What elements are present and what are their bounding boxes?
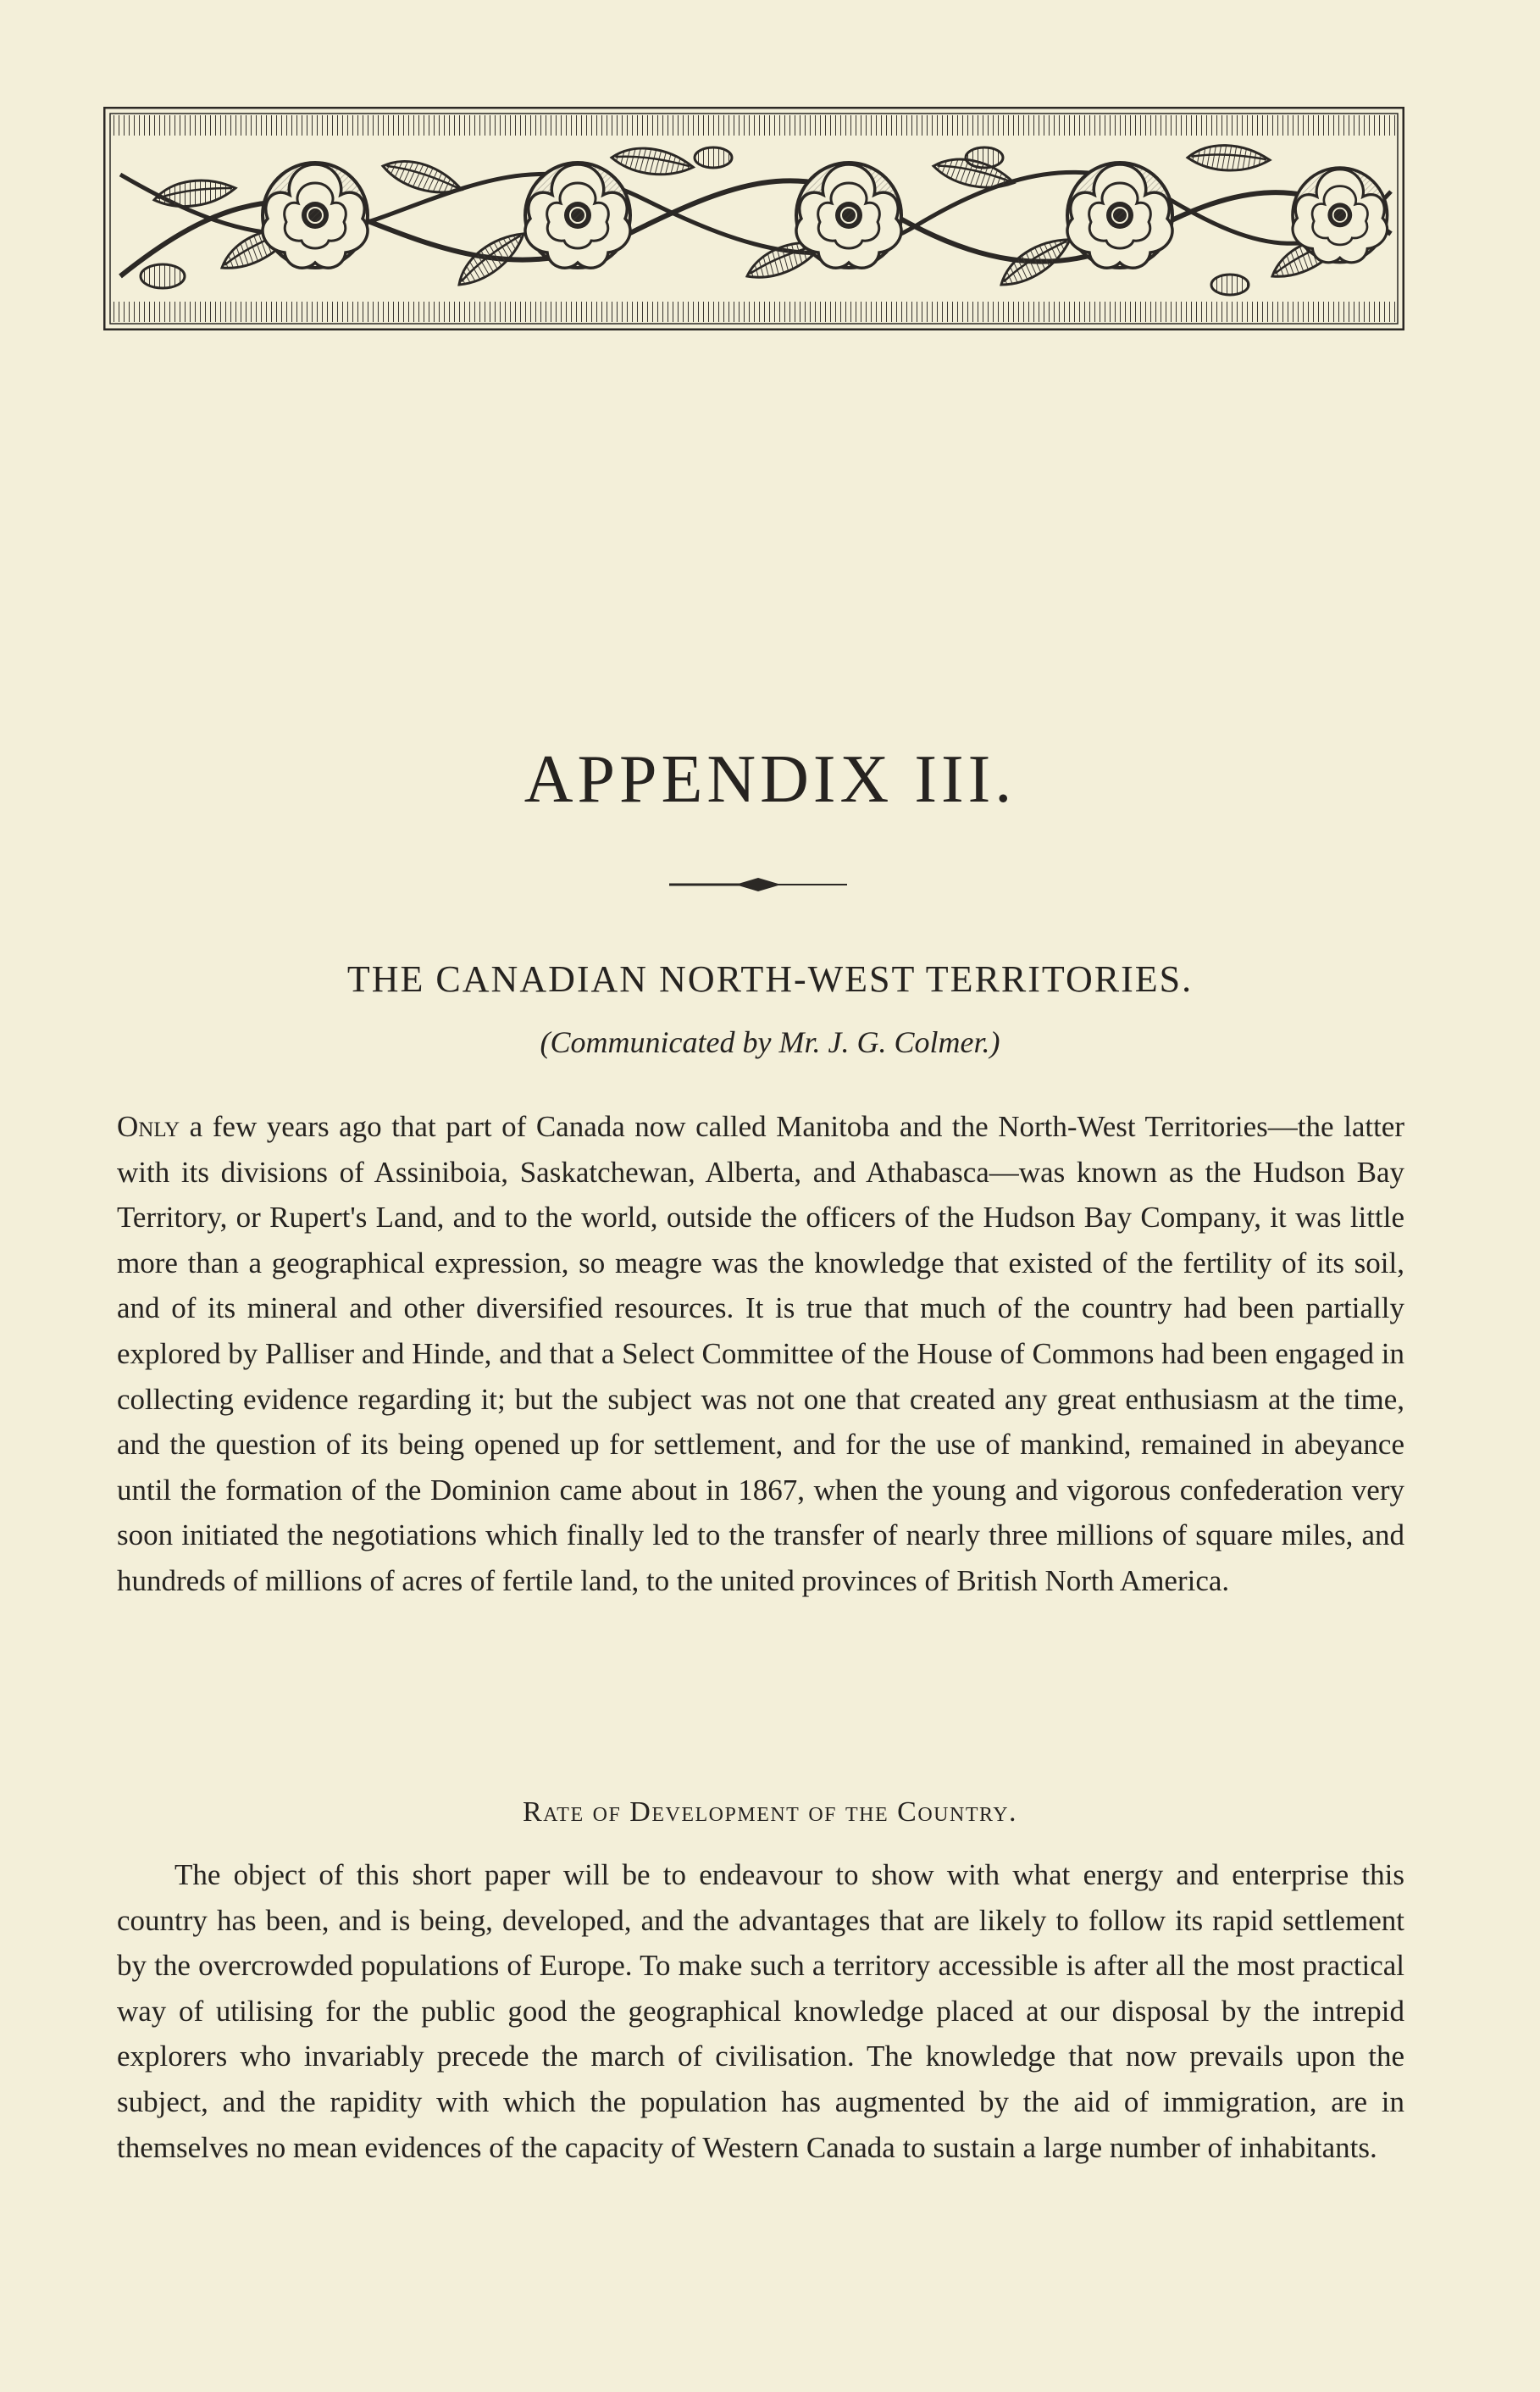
- diamond-rule-icon: [669, 875, 847, 894]
- floral-headpiece-ornament: [103, 107, 1404, 330]
- body-paragraph-2: The object of this short paper will be to endeavour to show with what energy and enterprise this country has been, and is being, developed, and the advantages that are likely to follow its rapid settlement by the overcrowded populations of Europe. To make such a territory accessible is after all the most practical way of utilising for the public good the geographical knowledge placed at our disposal by the intrepid explorers who invariably precede the march of civilisation. The knowledge that now prevails upon the subject, and the rapidity with which the population has augmented by the aid of immigration, are in themselves no mean evidences of the capacity of Western Canada to sustain a large number of inhabitants.: [117, 1858, 1404, 2164]
- article-heading: THE CANADIAN NORTH-WEST TERRITORIES.: [346, 958, 1194, 1000]
- byline: (Communicated by Mr. J. G. Colmer.): [540, 1025, 1000, 1059]
- paragraph-text: a few years ago that part of Canada now called Manitoba and the North-West Territories—the latter with its divisions of Assiniboia, Saskatchewan, Alberta, and Athabasca—was known as the Hudson Bay Territory, or Rupert's Land, and to the world, outside the officers of the Hudson Bay Company, it was little more than a geographical expression, so meagre was the knowledge that existed of the fertility of its soil, and of its mineral and other diversified resources. It is true that much of the country had been partially explored by Palliser and Hinde, and that a Select Committee of the House of Commons had been engaged in collecting evidence regarding it; but the subject was not one that created any great enthusiasm at the time, and the question of its being opened up for settlement, and for the use of mankind, remained in abeyance until the formation of the Dominion came about in 1867, when the young and vigorous confederation very soon initiated the negotiations which finally led to the transfer of nearly three millions of square miles, and hundreds of millions of acres of fertile land, to the united provinces of British North America.: [117, 1110, 1404, 1597]
- body-paragraph-1: [117, 1104, 1404, 1604]
- section-heading: Rate of Development of the Country.: [522, 1796, 1018, 1828]
- appendix-title: APPENDIX III.: [523, 742, 1017, 817]
- lead-word: Only: [117, 1110, 180, 1143]
